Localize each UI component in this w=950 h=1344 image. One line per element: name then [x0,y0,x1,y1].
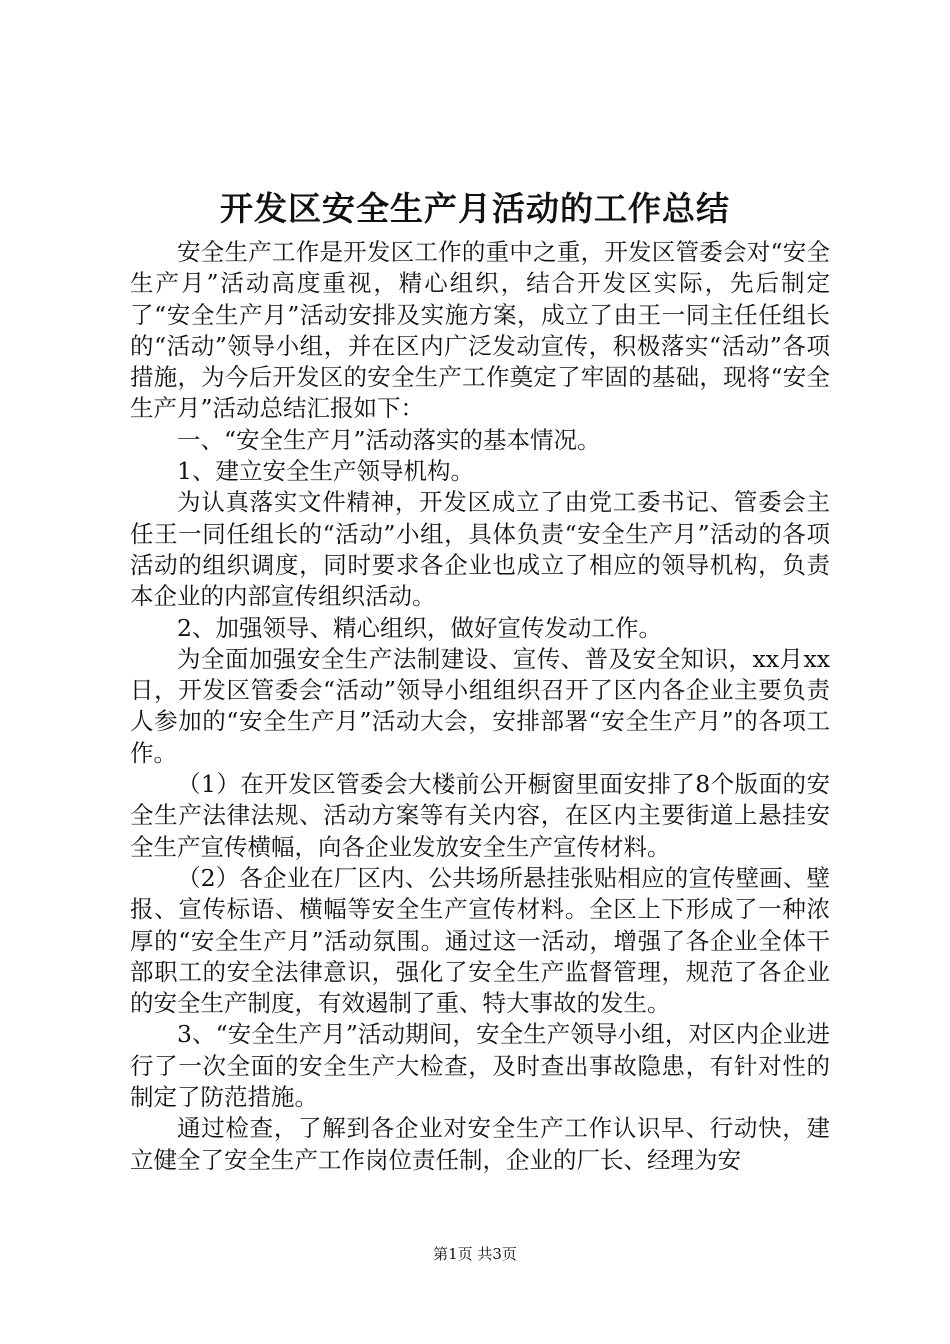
paragraph: 为全面加强安全生产法制建设、宣传、普及安全知识，xx月xx日，开发区管委会“活动”领导小组组织召开了区内各企业主要负责人参加的“安全生产月”活动大会，安排部署“安全生产月”的各项工作。 [130,644,830,767]
document-body [130,237,830,1176]
paragraph-item-1: （1）在开发区管委会大楼前公开橱窗里面安排了8个版面的安全生产法律法规、活动方案等有关内容，在区内主要街道上悬挂安全生产宣传横幅，向各企业发放安全生产宣传材料。 [130,770,830,861]
paragraph-intro: 安全生产工作是开发区工作的重中之重，开发区管委会对“安全生产月”活动高度重视，精心组织，结合开发区实际，先后制定了“安全生产月”活动安排及实施方案，成立了由王一同主任任组长的“活动”领导小组，并在区内广泛发动宣传，积极落实“活动”各项措施，为今后开发区的安全生产工作奠定了牢固的基础，现将“安全生产月”活动总结汇报如下： [130,238,830,423]
page-number-footer: 第1页 共3页 [433,1245,517,1263]
subsection-heading-3: 3、“安全生产月”活动期间，安全生产领导小组，对区内企业进行了一次全面的安全生产大检查，及时查出事故隐患，有针对性的制定了防范措施。 [130,1020,830,1112]
section-heading-1: 一、“安全生产月”活动落实的基本情况。 [177,425,601,454]
subsection-heading-2: 2、加强领导、精心组织，做好宣传发动工作。 [177,613,662,642]
subsection-heading-1: 1、建立安全生产领导机构。 [177,457,474,486]
paragraph: 为认真落实文件精神，开发区成立了由党工委书记、管委会主任王一同任组长的“活动”小组，具体负责“安全生产月”活动的各项活动的组织调度，同时要求各企业也成立了相应的领导机构，负责本企业的内部宣传组织活动。 [130,488,830,611]
document-title: 开发区安全生产月活动的工作总结 [220,189,730,228]
paragraph: 通过检查，了解到各企业对安全生产工作认识早、行动快，建立健全了安全生产工作岗位责任制，企业的厂长、经理为安 [130,1114,830,1174]
paragraph-item-2: （2）各企业在厂区内、公共场所悬挂张贴相应的宣传壁画、壁报、宣传标语、横幅等安全生产宣传材料。全区上下形成了一种浓厚的“安全生产月”活动氛围。通过这一活动，增强了各企业全体干部职工的安全法律意识，强化了安全生产监督管理，规范了各企业的安全生产制度，有效遏制了重、特大事故的发生。 [130,863,830,1018]
